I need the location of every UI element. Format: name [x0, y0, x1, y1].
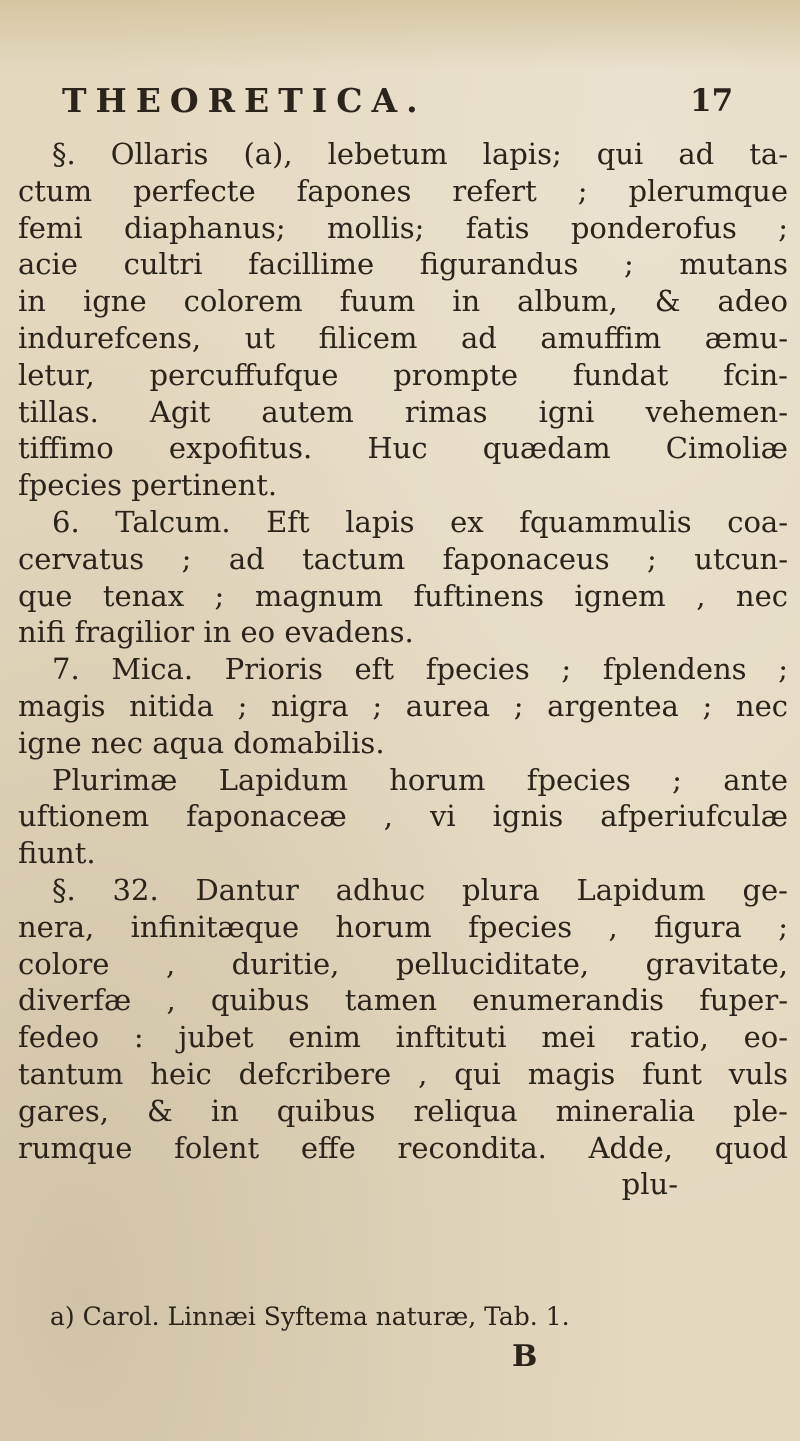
text-line: fpecies pertinent.: [18, 468, 278, 503]
text-line: ctum perfecte fapones refert ; plerumque: [18, 173, 788, 208]
text-line: femi diaphanus; mollis; fatis ponderofus ;: [18, 210, 788, 245]
text-line: nifi fragilior in eo evadens.: [18, 615, 414, 650]
text-line: diverfæ , quibus tamen enumerandis fuper-: [18, 983, 788, 1018]
running-head-title: THEORETICA.: [62, 81, 427, 120]
text-line: §. Ollaris (a), lebetum lapis; qui ad ta-: [52, 137, 788, 171]
text-line: acie cultri facillime figurandus ; mutans: [18, 247, 788, 282]
text-line: Plurimæ Lapidum horum fpecies ; ante: [52, 762, 788, 797]
text-line: magis nitida ; nigra ; aurea ; argentea ; nec: [18, 688, 788, 723]
text-line: in igne colorem fuum in album, & adeo: [18, 284, 788, 319]
text-line: que tenax ; magnum fuftinens ignem , nec: [18, 578, 788, 613]
footnote: a) Carol. Linnæi Syftema naturæ, Tab. 1.: [50, 1302, 570, 1331]
text-line: gares, & in quibus reliqua mineralia ple-: [18, 1093, 788, 1128]
text-line: nera, infinitæque horum fpecies , figura ;: [18, 909, 788, 944]
text-line: uftionem faponaceæ , vi ignis afperiufculæ: [18, 799, 788, 834]
text-line: colore , duritie, pelluciditate, gravitate,: [18, 946, 788, 981]
signature-mark: B: [512, 1339, 538, 1374]
text-line: tiffimo expofitus. Huc quædam Cimoliæ: [18, 431, 788, 466]
text-line: tantum heic defcribere , qui magis funt vuls: [18, 1056, 788, 1091]
page-edge-shadow: [0, 0, 800, 70]
text-line: 6. Talcum. Eft lapis ex fquammulis coa-: [52, 504, 788, 539]
text-line: letur, percuffufque prompte fundat fcin-: [18, 357, 788, 392]
text-line: tillas. Agit autem rimas igni vehemen-: [18, 394, 788, 429]
running-head: [0, 76, 800, 126]
text-line: fiunt.: [18, 836, 96, 871]
text-line: 7. Mica. Prioris eft fpecies ; fplendens ;: [52, 652, 788, 687]
catchword: plu-: [621, 1167, 678, 1202]
text-line: indurefcens, ut filicem ad amuffim æmu-: [18, 320, 788, 355]
text-line: fedeo : jubet enim inftituti mei ratio, eo-: [18, 1020, 788, 1055]
text-line: igne nec aqua domabilis.: [18, 725, 385, 760]
page-number: 17: [690, 83, 734, 119]
text-line: §. 32. Dantur adhuc plura Lapidum ge-: [52, 872, 788, 907]
text-line: rumque folent effe recondita. Adde, quod: [18, 1130, 788, 1165]
body-text: [18, 136, 788, 1203]
text-line: cervatus ; ad tactum faponaceus ; utcun-: [18, 541, 788, 576]
